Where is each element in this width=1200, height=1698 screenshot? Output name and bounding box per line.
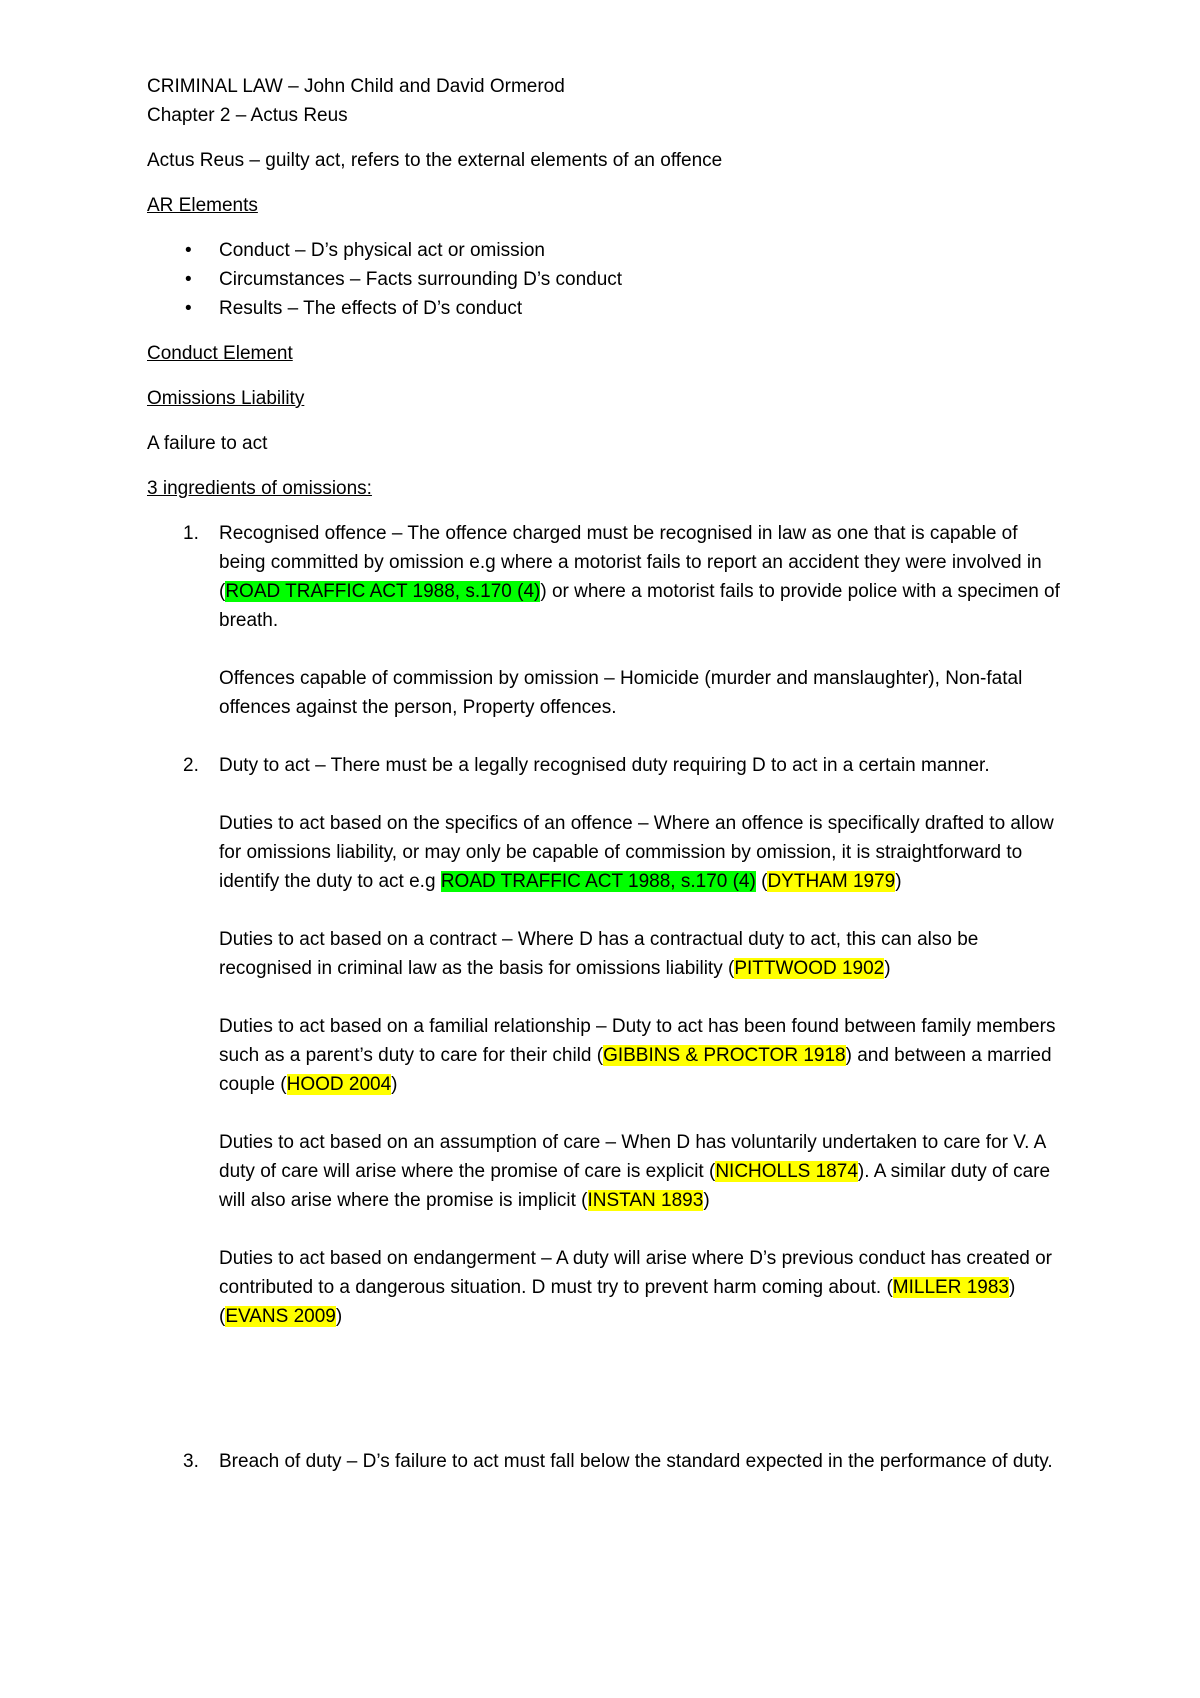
list-item: • Results – The effects of D’s conduct — [147, 294, 1067, 323]
breach-of-duty-text: Breach of duty – D’s failure to act must fall below the standard expected in the performance of duty. — [219, 1451, 1053, 1472]
statute-highlight: ROAD TRAFFIC ACT 1988, s.170 (4) — [225, 581, 541, 602]
bullet-icon: • — [185, 269, 192, 290]
duty-familial-text: Duties to act based on a familial relationship – Duty to act has been found between family members such as a parent’s duty to care for their child (GIBBINS & PROCTOR 1918) and between a married couple (HOOD 2004) — [219, 1016, 1056, 1095]
ingredient-breach-of-duty — [147, 1447, 1067, 1476]
duty-to-act-intro: Duty to act – There must be a legally recognised duty requiring D to act in a certain manner. — [219, 755, 990, 776]
ar-elements-heading: AR Elements — [147, 195, 258, 216]
actus-reus-definition: Actus Reus – guilty act, refers to the external elements of an offence — [147, 150, 723, 171]
duty-assumption-care-text: Duties to act based on an assumption of care – When D has voluntarily undertaken to care for V. A duty of care will arise where the promise of care is explicit (NICHOLLS 1874). A similar duty of care will also arise where the promise is implicit (INSTAN 1893) — [219, 1132, 1051, 1211]
list-number: 2. — [183, 755, 199, 776]
case-highlight: INSTAN 1893 — [587, 1190, 704, 1211]
bullet-icon: • — [185, 298, 192, 319]
duty-contract-text: Duties to act based on a contract – Where D has a contractual duty to act, this can also be recognised in criminal law as the basis for omissions liability (PITTWOOD 1902) — [219, 929, 979, 979]
case-highlight: EVANS 2009 — [225, 1306, 336, 1327]
conduct-element-heading: Conduct Element — [147, 343, 293, 364]
case-highlight: PITTWOOD 1902 — [734, 958, 885, 979]
ar-elements-list — [147, 236, 1067, 323]
offences-capable-text: Offences capable of commission by omission – Homicide (murder and manslaughter), Non-fatal offences against the person, Property offences. — [219, 668, 1023, 718]
case-highlight: HOOD 2004 — [286, 1074, 392, 1095]
list-item: • Conduct – D’s physical act or omission — [147, 236, 1067, 265]
book-title: CRIMINAL LAW – John Child and David Ormerod — [147, 76, 565, 97]
ingredient-duty-to-act — [147, 751, 1067, 1447]
omission-definition: A failure to act — [147, 433, 268, 454]
duty-specifics-text: Duties to act based on the specifics of an offence – Where an offence is specifically drafted to allow for omissions liability, or may only be capable of commission by omission, it is straightforward to identify the duty to act e.g ROAD TRAFFIC ACT 1988, s.170 (4) (DYTHAM 1979) — [219, 813, 1054, 892]
statute-highlight: ROAD TRAFFIC ACT 1988, s.170 (4) — [440, 871, 756, 892]
list-number: 3. — [183, 1451, 199, 1472]
case-highlight: MILLER 1983 — [892, 1277, 1009, 1298]
case-highlight: NICHOLLS 1874 — [715, 1161, 858, 1182]
chapter-title: Chapter 2 – Actus Reus — [147, 105, 348, 126]
list-number: 1. — [183, 523, 199, 544]
ingredient-recognised-offence — [147, 519, 1067, 751]
ingredients-heading: 3 ingredients of omissions: — [147, 478, 372, 499]
bullet-icon: • — [185, 240, 192, 261]
case-highlight: GIBBINS & PROCTOR 1918 — [603, 1045, 846, 1066]
omissions-liability-heading: Omissions Liability — [147, 388, 305, 409]
case-highlight: DYTHAM 1979 — [767, 871, 896, 892]
ingredients-list — [147, 519, 1067, 1476]
list-item: • Circumstances – Facts surrounding D’s conduct — [147, 265, 1067, 294]
recognised-offence-text: Recognised offence – The offence charged must be recognised in law as one that is capable of being committed by omission e.g where a motorist fails to report an accident they were involved in (ROAD TRAFFIC ACT 1988, s.170 (4)) or where a motorist fails to provide police with a specimen of breath. — [219, 523, 1060, 631]
document-page — [147, 72, 1067, 1476]
duty-endangerment-text: Duties to act based on endangerment – A duty will arise where D’s previous conduct has created or contributed to a dangerous situation. D must try to prevent harm coming about. (MILLER 1983) (EVANS 2009) — [219, 1248, 1052, 1327]
